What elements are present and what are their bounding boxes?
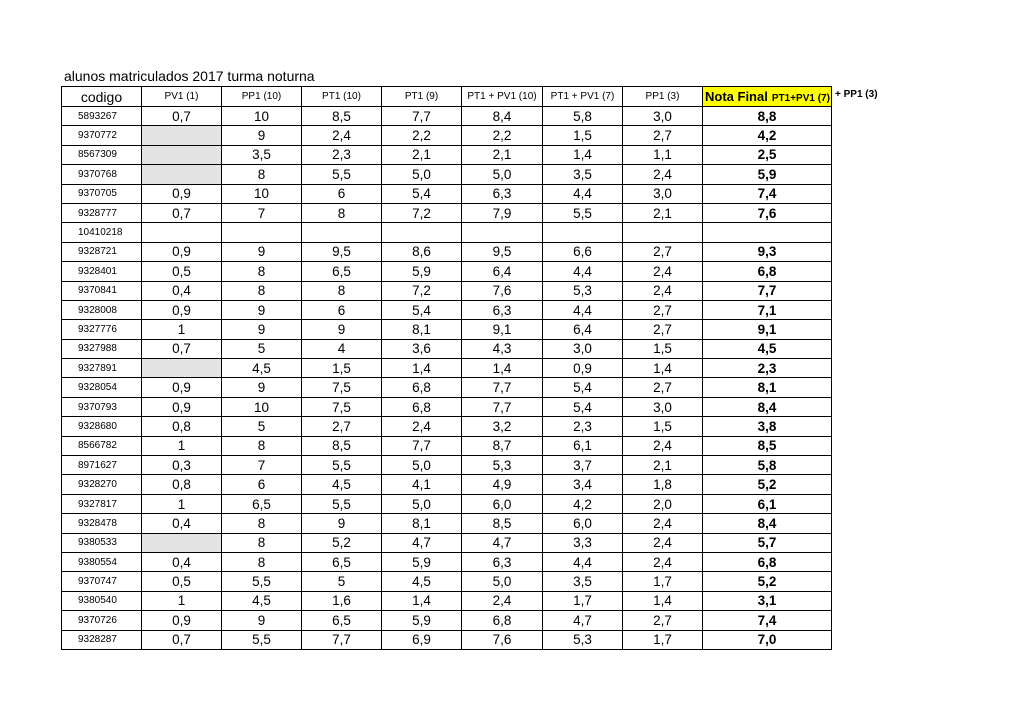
cell-nota-final: 2,5 <box>703 145 832 164</box>
cell-codigo: 9328054 <box>62 378 142 397</box>
cell-nota-final: 7,7 <box>703 281 832 300</box>
cell-pt1-pv1-7: 1,5 <box>543 126 623 145</box>
cell-pp1-3: 1,1 <box>623 145 703 164</box>
sheet-caption: alunos matriculados 2017 turma noturna <box>64 68 315 84</box>
cell-pt1-pv1-10: 7,7 <box>462 378 543 397</box>
cell-pv1: 0,9 <box>142 242 222 261</box>
cell-pt1-pv1-7: 6,1 <box>543 436 623 455</box>
cell-pt1-9: 5,4 <box>382 300 462 319</box>
cell-pp1-3: 1,8 <box>623 475 703 494</box>
table-row <box>62 572 832 591</box>
cell-pp1-3: 2,4 <box>623 165 703 184</box>
cell-pt1-10: 5 <box>302 572 382 591</box>
cell-pv1: 0,8 <box>142 475 222 494</box>
cell-pv1: 0,7 <box>142 203 222 222</box>
table-row <box>62 456 832 475</box>
cell-pt1-10: 5,5 <box>302 456 382 475</box>
cell-pt1-10: 8 <box>302 281 382 300</box>
cell-pp1-3: 2,1 <box>623 456 703 475</box>
cell-nota-final: 5,2 <box>703 475 832 494</box>
cell-pv1: 0,9 <box>142 378 222 397</box>
cell-pt1-pv1-10: 4,3 <box>462 339 543 358</box>
cell-nota-final: 3,1 <box>703 591 832 610</box>
cell-pp1: 6,5 <box>222 494 302 513</box>
cell-nota-final: 8,8 <box>703 107 832 126</box>
cell-pt1-9: 7,7 <box>382 436 462 455</box>
cell-nota-final: 7,4 <box>703 184 832 203</box>
nota-final-label: Nota Final <box>705 89 768 104</box>
cell-pt1-9: 5,4 <box>382 184 462 203</box>
header-pt1-pv1-10: PT1 + PV1 (10) <box>462 87 543 107</box>
cell-nota-final: 9,3 <box>703 242 832 261</box>
cell-pp1: 8 <box>222 552 302 571</box>
cell-pt1-pv1-10: 7,9 <box>462 203 543 222</box>
cell-nota-final: 6,1 <box>703 494 832 513</box>
cell-codigo: 8567309 <box>62 145 142 164</box>
cell-pv1: 0,8 <box>142 417 222 436</box>
table-row <box>62 378 832 397</box>
cell-pt1-10: 6,5 <box>302 262 382 281</box>
cell-pv1 <box>142 165 222 184</box>
cell-pp1-3: 1,7 <box>623 572 703 591</box>
table-row <box>62 165 832 184</box>
cell-nota-final: 3,8 <box>703 417 832 436</box>
header-pp1-3: PP1 (3) <box>623 87 703 107</box>
cell-nota-final: 7,6 <box>703 203 832 222</box>
cell-pp1-3: 2,4 <box>623 514 703 533</box>
header-row <box>62 87 832 107</box>
cell-nota-final: 5,8 <box>703 456 832 475</box>
cell-pt1-pv1-10: 2,1 <box>462 145 543 164</box>
table-row <box>62 417 832 436</box>
cell-pt1-pv1-10: 8,4 <box>462 107 543 126</box>
cell-codigo: 9328008 <box>62 300 142 319</box>
cell-codigo: 9370841 <box>62 281 142 300</box>
cell-codigo: 9370793 <box>62 397 142 416</box>
cell-codigo: 10410218 <box>62 223 142 242</box>
cell-pp1-3: 1,5 <box>623 417 703 436</box>
cell-pp1-3: 2,7 <box>623 320 703 339</box>
header-codigo: codigo <box>62 87 142 107</box>
cell-pp1-3: 2,7 <box>623 126 703 145</box>
header-pt1-pv1-7: PT1 + PV1 (7) <box>543 87 623 107</box>
cell-codigo: 9370768 <box>62 165 142 184</box>
cell-pp1: 10 <box>222 184 302 203</box>
table-row <box>62 339 832 358</box>
table-row <box>62 611 832 630</box>
cell-pp1: 9 <box>222 320 302 339</box>
cell-pt1-pv1-10: 1,4 <box>462 359 543 378</box>
cell-pv1: 0,7 <box>142 339 222 358</box>
table-row <box>62 145 832 164</box>
cell-pp1-3: 2,4 <box>623 552 703 571</box>
cell-codigo: 5893267 <box>62 107 142 126</box>
cell-nota-final: 4,2 <box>703 126 832 145</box>
cell-pt1-10: 7,5 <box>302 397 382 416</box>
cell-pt1-9: 4,7 <box>382 533 462 552</box>
cell-pt1-pv1-10: 4,9 <box>462 475 543 494</box>
cell-pt1-pv1-10: 5,0 <box>462 572 543 591</box>
cell-codigo: 9327988 <box>62 339 142 358</box>
table-row <box>62 203 832 222</box>
cell-codigo: 9380533 <box>62 533 142 552</box>
cell-pp1: 9 <box>222 611 302 630</box>
cell-codigo: 9327776 <box>62 320 142 339</box>
cell-pp1-3: 2,4 <box>623 533 703 552</box>
cell-nota-final: 7,4 <box>703 611 832 630</box>
cell-pt1-pv1-10: 8,5 <box>462 514 543 533</box>
cell-pt1-9: 5,0 <box>382 165 462 184</box>
cell-pp1: 8 <box>222 533 302 552</box>
table-row <box>62 281 832 300</box>
cell-pt1-10: 8,5 <box>302 107 382 126</box>
cell-nota-final: 6,8 <box>703 552 832 571</box>
cell-pp1-3: 2,1 <box>623 203 703 222</box>
cell-pp1: 8 <box>222 436 302 455</box>
cell-nota-final: 2,3 <box>703 359 832 378</box>
cell-pp1-3: 1,5 <box>623 339 703 358</box>
cell-pt1-pv1-10: 6,8 <box>462 611 543 630</box>
cell-pp1-3: 1,7 <box>623 630 703 649</box>
cell-pt1-pv1-10: 5,3 <box>462 456 543 475</box>
cell-pv1: 0,3 <box>142 456 222 475</box>
table-row <box>62 126 832 145</box>
table-row <box>62 397 832 416</box>
nota-final-formula-tail: + PP1 (3) <box>835 89 878 100</box>
cell-pp1: 3,5 <box>222 145 302 164</box>
cell-pt1-9: 5,9 <box>382 552 462 571</box>
cell-nota-final: 5,2 <box>703 572 832 591</box>
table-row <box>62 262 832 281</box>
cell-pt1-10: 7,5 <box>302 378 382 397</box>
cell-pt1-9: 2,2 <box>382 126 462 145</box>
cell-codigo: 9327817 <box>62 494 142 513</box>
cell-pv1: 0,9 <box>142 611 222 630</box>
cell-codigo: 8566782 <box>62 436 142 455</box>
table-row <box>62 475 832 494</box>
cell-pp1-3: 3,0 <box>623 397 703 416</box>
table-row <box>62 552 832 571</box>
table-row <box>62 514 832 533</box>
table-row <box>62 107 832 126</box>
cell-pt1-10: 1,6 <box>302 591 382 610</box>
cell-pv1 <box>142 359 222 378</box>
cell-codigo: 9370747 <box>62 572 142 591</box>
cell-pt1-pv1-10: 2,2 <box>462 126 543 145</box>
cell-pp1 <box>222 223 302 242</box>
cell-pt1-10: 4,5 <box>302 475 382 494</box>
cell-pt1-pv1-7: 6,4 <box>543 320 623 339</box>
cell-pv1: 0,7 <box>142 107 222 126</box>
cell-pt1-pv1-7: 5,8 <box>543 107 623 126</box>
cell-pv1: 1 <box>142 320 222 339</box>
cell-pp1-3: 2,4 <box>623 262 703 281</box>
cell-pt1-9: 6,8 <box>382 397 462 416</box>
cell-pt1-10 <box>302 223 382 242</box>
cell-pt1-pv1-7: 4,7 <box>543 611 623 630</box>
table-row <box>62 494 832 513</box>
cell-pt1-9: 2,4 <box>382 417 462 436</box>
cell-pt1-9: 2,1 <box>382 145 462 164</box>
cell-pp1-3: 2,7 <box>623 611 703 630</box>
cell-pv1: 0,4 <box>142 552 222 571</box>
cell-nota-final: 8,4 <box>703 397 832 416</box>
nota-final-formula: PT1+PV1 (7) <box>771 93 830 104</box>
cell-pp1: 8 <box>222 165 302 184</box>
cell-pt1-pv1-10: 7,6 <box>462 281 543 300</box>
cell-pt1-pv1-10: 8,7 <box>462 436 543 455</box>
table-row <box>62 533 832 552</box>
cell-pt1-10: 6,5 <box>302 611 382 630</box>
table-row <box>62 320 832 339</box>
cell-pp1-3: 1,4 <box>623 591 703 610</box>
cell-pt1-10: 6,5 <box>302 552 382 571</box>
cell-pt1-10: 8 <box>302 203 382 222</box>
cell-nota-final: 8,1 <box>703 378 832 397</box>
cell-pt1-pv1-10: 6,0 <box>462 494 543 513</box>
cell-pt1-9: 5,0 <box>382 494 462 513</box>
cell-pp1: 9 <box>222 242 302 261</box>
cell-pt1-10: 9 <box>302 320 382 339</box>
header-pt1-10: PT1 (10) <box>302 87 382 107</box>
cell-pt1-pv1-7: 5,3 <box>543 630 623 649</box>
cell-pp1-3: 2,4 <box>623 281 703 300</box>
cell-pt1-10: 5,5 <box>302 165 382 184</box>
cell-pt1-9: 3,6 <box>382 339 462 358</box>
cell-pt1-10: 2,4 <box>302 126 382 145</box>
cell-codigo: 9328287 <box>62 630 142 649</box>
cell-pv1: 0,9 <box>142 184 222 203</box>
cell-pt1-pv1-7: 0,9 <box>543 359 623 378</box>
cell-codigo: 9380540 <box>62 591 142 610</box>
cell-pp1: 4,5 <box>222 359 302 378</box>
table-row <box>62 242 832 261</box>
cell-nota-final: 4,5 <box>703 339 832 358</box>
cell-pv1: 0,9 <box>142 300 222 319</box>
cell-pp1: 8 <box>222 514 302 533</box>
cell-nota-final: 7,0 <box>703 630 832 649</box>
cell-pp1: 6 <box>222 475 302 494</box>
table-row <box>62 591 832 610</box>
cell-pt1-pv1-7: 6,6 <box>543 242 623 261</box>
cell-pt1-pv1-10 <box>462 223 543 242</box>
grade-rows <box>62 107 832 650</box>
cell-pt1-10: 8,5 <box>302 436 382 455</box>
cell-pp1-3: 1,4 <box>623 359 703 378</box>
cell-pt1-9: 5,0 <box>382 456 462 475</box>
cell-codigo: 8971627 <box>62 456 142 475</box>
cell-pt1-pv1-10: 6,3 <box>462 184 543 203</box>
cell-pt1-pv1-7: 3,3 <box>543 533 623 552</box>
cell-pt1-pv1-7: 4,2 <box>543 494 623 513</box>
cell-pt1-pv1-7: 5,3 <box>543 281 623 300</box>
cell-pp1: 5,5 <box>222 572 302 591</box>
cell-nota-final <box>703 223 832 242</box>
cell-pt1-9: 5,9 <box>382 262 462 281</box>
cell-pp1-3 <box>623 223 703 242</box>
cell-pt1-pv1-10: 6,3 <box>462 552 543 571</box>
cell-pt1-pv1-7: 3,0 <box>543 339 623 358</box>
cell-pt1-9: 8,1 <box>382 320 462 339</box>
cell-pp1: 10 <box>222 107 302 126</box>
cell-pt1-pv1-10: 6,3 <box>462 300 543 319</box>
cell-nota-final: 9,1 <box>703 320 832 339</box>
cell-pt1-pv1-7: 3,7 <box>543 456 623 475</box>
header-nota-final <box>703 87 878 107</box>
cell-pt1-pv1-10: 6,4 <box>462 262 543 281</box>
cell-pt1-pv1-7: 2,3 <box>543 417 623 436</box>
cell-pt1-9: 4,5 <box>382 572 462 591</box>
cell-pt1-pv1-7: 4,4 <box>543 262 623 281</box>
cell-pt1-9: 8,6 <box>382 242 462 261</box>
cell-pt1-9: 1,4 <box>382 591 462 610</box>
cell-pv1: 1 <box>142 591 222 610</box>
cell-codigo: 9370705 <box>62 184 142 203</box>
cell-pv1 <box>142 126 222 145</box>
cell-pt1-9: 8,1 <box>382 514 462 533</box>
cell-pt1-pv1-10: 2,4 <box>462 591 543 610</box>
cell-pp1: 9 <box>222 126 302 145</box>
cell-pt1-10: 9,5 <box>302 242 382 261</box>
cell-pt1-pv1-7: 5,4 <box>543 378 623 397</box>
cell-pp1: 5 <box>222 417 302 436</box>
cell-pt1-10: 6 <box>302 300 382 319</box>
cell-pp1-3: 2,0 <box>623 494 703 513</box>
cell-pt1-10: 2,3 <box>302 145 382 164</box>
cell-codigo: 9328680 <box>62 417 142 436</box>
cell-pt1-pv1-7: 5,4 <box>543 397 623 416</box>
cell-pp1: 7 <box>222 203 302 222</box>
cell-pv1: 0,5 <box>142 262 222 281</box>
cell-pt1-10: 5,5 <box>302 494 382 513</box>
cell-codigo: 9327891 <box>62 359 142 378</box>
cell-codigo: 9328270 <box>62 475 142 494</box>
cell-codigo: 9370726 <box>62 611 142 630</box>
cell-pp1: 9 <box>222 300 302 319</box>
cell-pt1-9: 6,9 <box>382 630 462 649</box>
cell-pt1-9: 5,9 <box>382 611 462 630</box>
cell-pt1-10: 7,7 <box>302 630 382 649</box>
cell-pt1-9: 7,2 <box>382 281 462 300</box>
cell-pp1: 8 <box>222 262 302 281</box>
cell-pp1-3: 2,7 <box>623 300 703 319</box>
cell-pt1-10: 1,5 <box>302 359 382 378</box>
cell-pp1-3: 2,7 <box>623 378 703 397</box>
cell-pt1-10: 2,7 <box>302 417 382 436</box>
cell-pv1 <box>142 533 222 552</box>
cell-pt1-pv1-10: 7,6 <box>462 630 543 649</box>
cell-pt1-pv1-7 <box>543 223 623 242</box>
cell-pp1-3: 3,0 <box>623 107 703 126</box>
cell-pt1-10: 5,2 <box>302 533 382 552</box>
cell-pt1-pv1-7: 3,5 <box>543 165 623 184</box>
cell-pp1: 5,5 <box>222 630 302 649</box>
cell-pp1: 10 <box>222 397 302 416</box>
cell-pt1-10: 9 <box>302 514 382 533</box>
table-row <box>62 630 832 649</box>
table-row <box>62 184 832 203</box>
cell-pt1-pv1-10: 4,7 <box>462 533 543 552</box>
cell-pt1-pv1-10: 9,1 <box>462 320 543 339</box>
cell-pv1 <box>142 223 222 242</box>
cell-pt1-pv1-7: 6,0 <box>543 514 623 533</box>
cell-pp1-3: 2,7 <box>623 242 703 261</box>
cell-codigo: 9328401 <box>62 262 142 281</box>
cell-nota-final: 7,1 <box>703 300 832 319</box>
cell-codigo: 9328721 <box>62 242 142 261</box>
cell-pt1-9: 1,4 <box>382 359 462 378</box>
cell-pt1-10: 4 <box>302 339 382 358</box>
cell-codigo: 9380554 <box>62 552 142 571</box>
table-row <box>62 300 832 319</box>
cell-pt1-pv1-7: 5,5 <box>543 203 623 222</box>
cell-pt1-pv1-7: 3,4 <box>543 475 623 494</box>
cell-pv1 <box>142 145 222 164</box>
cell-pt1-pv1-7: 1,4 <box>543 145 623 164</box>
cell-codigo: 9328478 <box>62 514 142 533</box>
cell-pv1: 0,9 <box>142 397 222 416</box>
cell-pt1-pv1-7: 3,5 <box>543 572 623 591</box>
cell-pt1-pv1-7: 1,7 <box>543 591 623 610</box>
cell-nota-final: 8,4 <box>703 514 832 533</box>
cell-nota-final: 5,9 <box>703 165 832 184</box>
table-row <box>62 223 832 242</box>
cell-pv1: 0,7 <box>142 630 222 649</box>
cell-nota-final: 6,8 <box>703 262 832 281</box>
cell-pt1-pv1-7: 4,4 <box>543 300 623 319</box>
header-pp1: PP1 (10) <box>222 87 302 107</box>
cell-pv1: 1 <box>142 494 222 513</box>
cell-pp1-3: 3,0 <box>623 184 703 203</box>
cell-pt1-pv1-10: 5,0 <box>462 165 543 184</box>
cell-pp1: 7 <box>222 456 302 475</box>
cell-pp1: 9 <box>222 378 302 397</box>
cell-pt1-pv1-7: 4,4 <box>543 552 623 571</box>
cell-pt1-pv1-10: 7,7 <box>462 397 543 416</box>
cell-pt1-9: 7,7 <box>382 107 462 126</box>
cell-pp1: 5 <box>222 339 302 358</box>
cell-pt1-10: 6 <box>302 184 382 203</box>
cell-pp1: 8 <box>222 281 302 300</box>
header-pv1: PV1 (1) <box>142 87 222 107</box>
cell-pt1-pv1-10: 9,5 <box>462 242 543 261</box>
cell-pt1-9 <box>382 223 462 242</box>
header-pt1-9: PT1 (9) <box>382 87 462 107</box>
cell-pt1-9: 7,2 <box>382 203 462 222</box>
cell-codigo: 9328777 <box>62 203 142 222</box>
grades-table <box>61 86 878 650</box>
cell-pv1: 1 <box>142 436 222 455</box>
cell-pv1: 0,4 <box>142 281 222 300</box>
cell-codigo: 9370772 <box>62 126 142 145</box>
cell-pt1-9: 4,1 <box>382 475 462 494</box>
cell-pt1-9: 6,8 <box>382 378 462 397</box>
cell-pp1: 4,5 <box>222 591 302 610</box>
cell-pp1-3: 2,4 <box>623 436 703 455</box>
cell-nota-final: 5,7 <box>703 533 832 552</box>
table-row <box>62 359 832 378</box>
cell-pt1-pv1-7: 4,4 <box>543 184 623 203</box>
cell-pv1: 0,5 <box>142 572 222 591</box>
cell-pt1-pv1-10: 3,2 <box>462 417 543 436</box>
cell-pv1: 0,4 <box>142 514 222 533</box>
cell-nota-final: 8,5 <box>703 436 832 455</box>
table-row <box>62 436 832 455</box>
